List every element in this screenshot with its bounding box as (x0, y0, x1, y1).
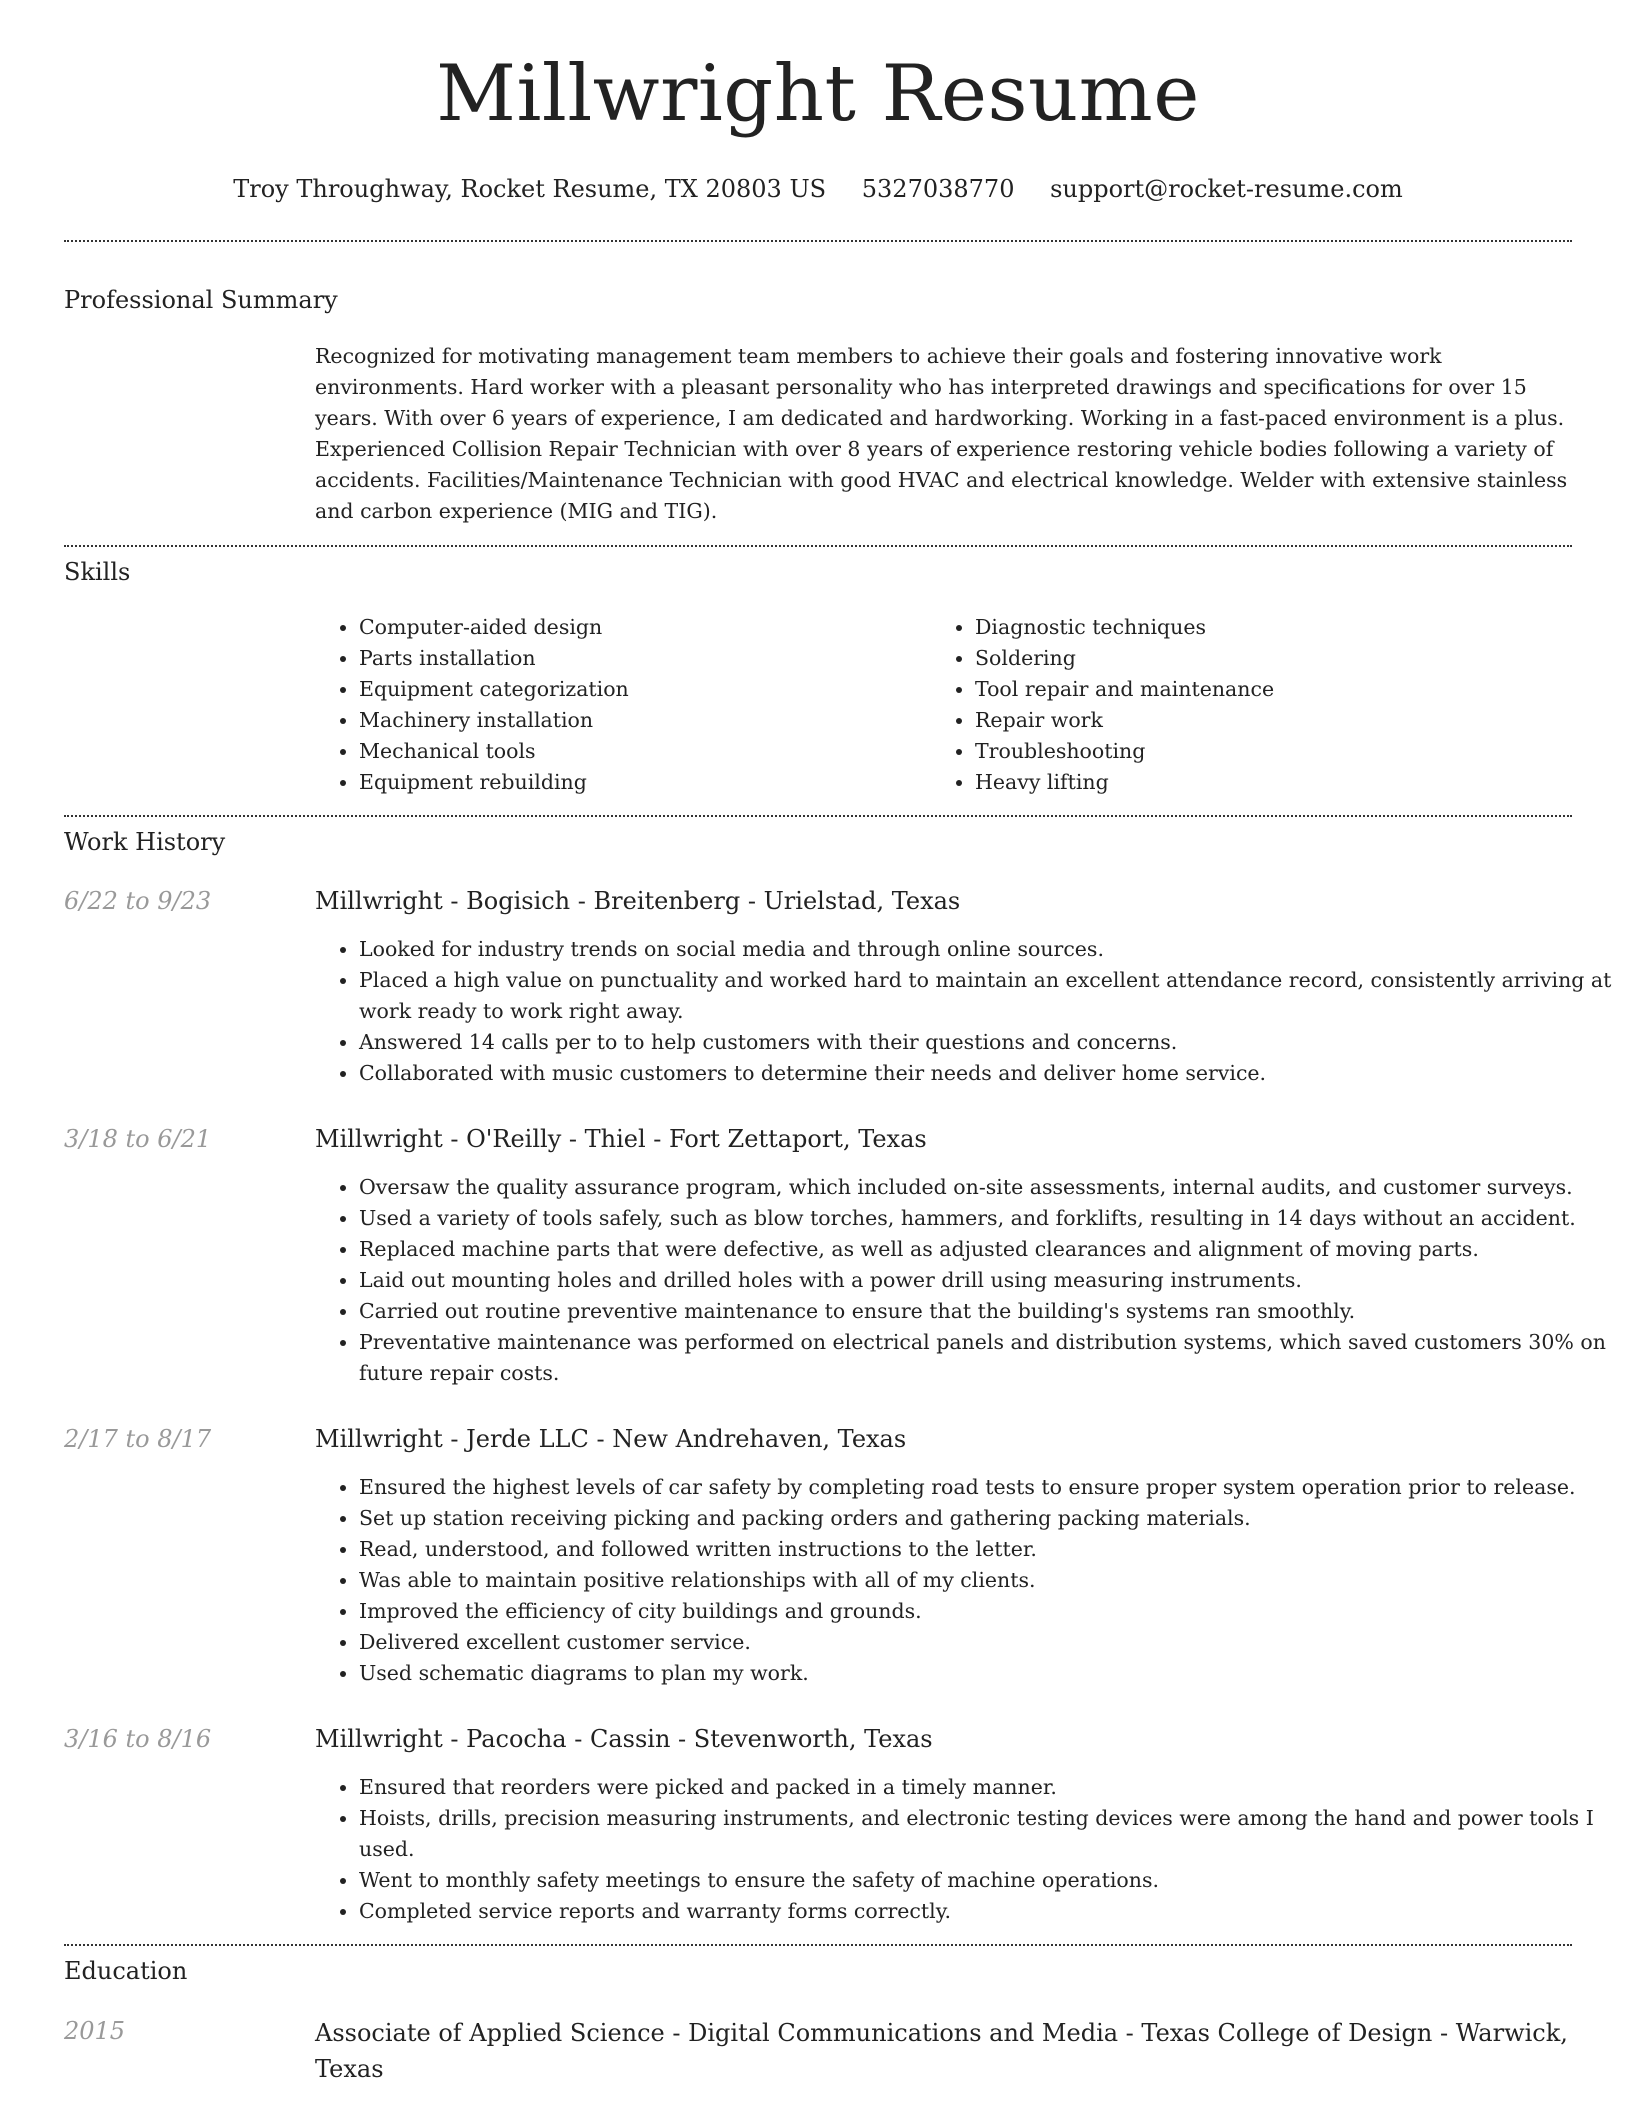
job-bullet: • Improved the efficiency of city buildings and grounds. (359, 1596, 1621, 1627)
job-bullet: • Hoists, drills, precision measuring instruments, and electronic testing devices were among the hand and power tools I used. (359, 1803, 1621, 1865)
job-dates: 6/22 to 9/23 (64, 887, 212, 915)
divider (64, 545, 1572, 547)
job-title: Millwright - Bogisich - Breitenberg - Urielstad, Texas (315, 887, 961, 915)
job-bullet: • Ensured the highest levels of car safety by completing road tests to ensure proper system operation prior to release. (359, 1472, 1621, 1503)
skill-item: • Machinery installation (359, 705, 931, 736)
job-title: Millwright - O'Reilly - Thiel - Fort Zettaport, Texas (315, 1125, 927, 1153)
job-bullet: • Completed service reports and warranty forms correctly. (359, 1896, 1621, 1927)
job-bullet: • Went to monthly safety meetings to ensure the safety of machine operations. (359, 1865, 1621, 1896)
job-bullet: • Placed a high value on punctuality and worked hard to maintain an excellent attendance record, consistently arriving at work ready to work right away. (359, 965, 1621, 1027)
job-bullet: • Ensured that reorders were picked and packed in a timely manner. (359, 1772, 1621, 1803)
skills-block (315, 612, 1577, 798)
job-dates: 3/18 to 6/21 (64, 1125, 212, 1153)
job-bullets (315, 1772, 1621, 1927)
resume-title: Millwright Resume (436, 49, 1200, 139)
skills-list-left (315, 612, 931, 798)
skill-item: • Computer-aided design (359, 612, 931, 643)
contact-phone: 5327038770 (861, 175, 1015, 203)
skill-item: • Equipment rebuilding (359, 767, 931, 798)
job-bullet: • Set up station receiving picking and packing orders and gathering packing materials. (359, 1503, 1621, 1534)
divider (64, 815, 1572, 817)
skills-list-right (931, 612, 1547, 798)
summary-text: Recognized for motivating management team members to achieve their goals and fostering innovative work environments. Hard worker with a pleasant personality who has interpreted drawings and specifications for over 15 years. With over 6 years of experience, I am dedicated and hardworking. Working in a fast-paced environment is a plus. Experienced Collision Repair Technician with over 8 years of experience restoring vehicle bodies following a variety of accidents. Facilities/Maintenance Technician with good HVAC and electrical knowledge. Welder with extensive stainless and carbon experience (MIG and TIG). (315, 344, 1568, 523)
divider (64, 240, 1572, 242)
contact-email: support@rocket-resume.com (1050, 175, 1403, 203)
job-bullet: • Delivered excellent customer service. (359, 1627, 1621, 1658)
skill-item: • Repair work (975, 705, 1547, 736)
job-bullet: • Used schematic diagrams to plan my work. (359, 1658, 1621, 1689)
job-bullet: • Used a variety of tools safely, such as blow torches, hammers, and forklifts, resulting in 14 days without an accident. (359, 1203, 1621, 1234)
skill-item: • Heavy lifting (975, 767, 1547, 798)
job-bullets (315, 934, 1621, 1089)
section-heading-education: Education (64, 1957, 188, 1985)
job-bullet: • Oversaw the quality assurance program, which included on-site assessments, internal audits, and customer surveys. (359, 1172, 1621, 1203)
job-bullet: • Collaborated with music customers to determine their needs and deliver home service. (359, 1058, 1621, 1089)
job-title: Millwright - Jerde LLC - New Andrehaven, Texas (315, 1425, 907, 1453)
job-bullets (315, 1472, 1621, 1689)
job-dates: 2/17 to 8/17 (64, 1425, 212, 1453)
skill-item: • Parts installation (359, 643, 931, 674)
skill-item: • Equipment categorization (359, 674, 931, 705)
education-year: 2015 (64, 2017, 126, 2045)
section-heading-work: Work History (64, 828, 226, 856)
job-bullet: • Laid out mounting holes and drilled holes with a power drill using measuring instruments. (359, 1265, 1621, 1296)
summary-block (315, 341, 1577, 527)
skill-item: • Mechanical tools (359, 736, 931, 767)
education-title: Associate of Applied Science - Digital Communications and Media - Texas College of Design - Warwick, Texas (315, 2019, 1568, 2083)
job-bullet: • Replaced machine parts that were defective, as well as adjusted clearances and alignment of moving parts. (359, 1234, 1621, 1265)
job-bullet: • Carried out routine preventive maintenance to ensure that the building's systems ran smoothly. (359, 1296, 1621, 1327)
job-bullet: • Looked for industry trends on social media and through online sources. (359, 934, 1621, 965)
contact-address: Troy Throughway, Rocket Resume, TX 20803 US (233, 175, 827, 203)
job-dates: 3/16 to 8/16 (64, 1725, 212, 1753)
job-bullets (315, 1172, 1621, 1389)
section-heading-skills: Skills (64, 558, 131, 586)
contact-line (64, 172, 1572, 206)
job-bullet: • Was able to maintain positive relationships with all of my clients. (359, 1565, 1621, 1596)
skill-item: • Diagnostic techniques (975, 612, 1547, 643)
divider (64, 1944, 1572, 1946)
skill-item: • Tool repair and maintenance (975, 674, 1547, 705)
job-bullet: • Read, understood, and followed written instructions to the letter. (359, 1534, 1621, 1565)
job-title: Millwright - Pacocha - Cassin - Stevenworth, Texas (315, 1725, 933, 1753)
section-heading-summary: Professional Summary (64, 286, 338, 314)
job-bullet: • Preventative maintenance was performed on electrical panels and distribution systems, which saved customers 30% on future repair costs. (359, 1327, 1621, 1389)
skill-item: • Troubleshooting (975, 736, 1547, 767)
skill-item: • Soldering (975, 643, 1547, 674)
job-bullet: • Answered 14 calls per to to help customers with their questions and concerns. (359, 1027, 1621, 1058)
